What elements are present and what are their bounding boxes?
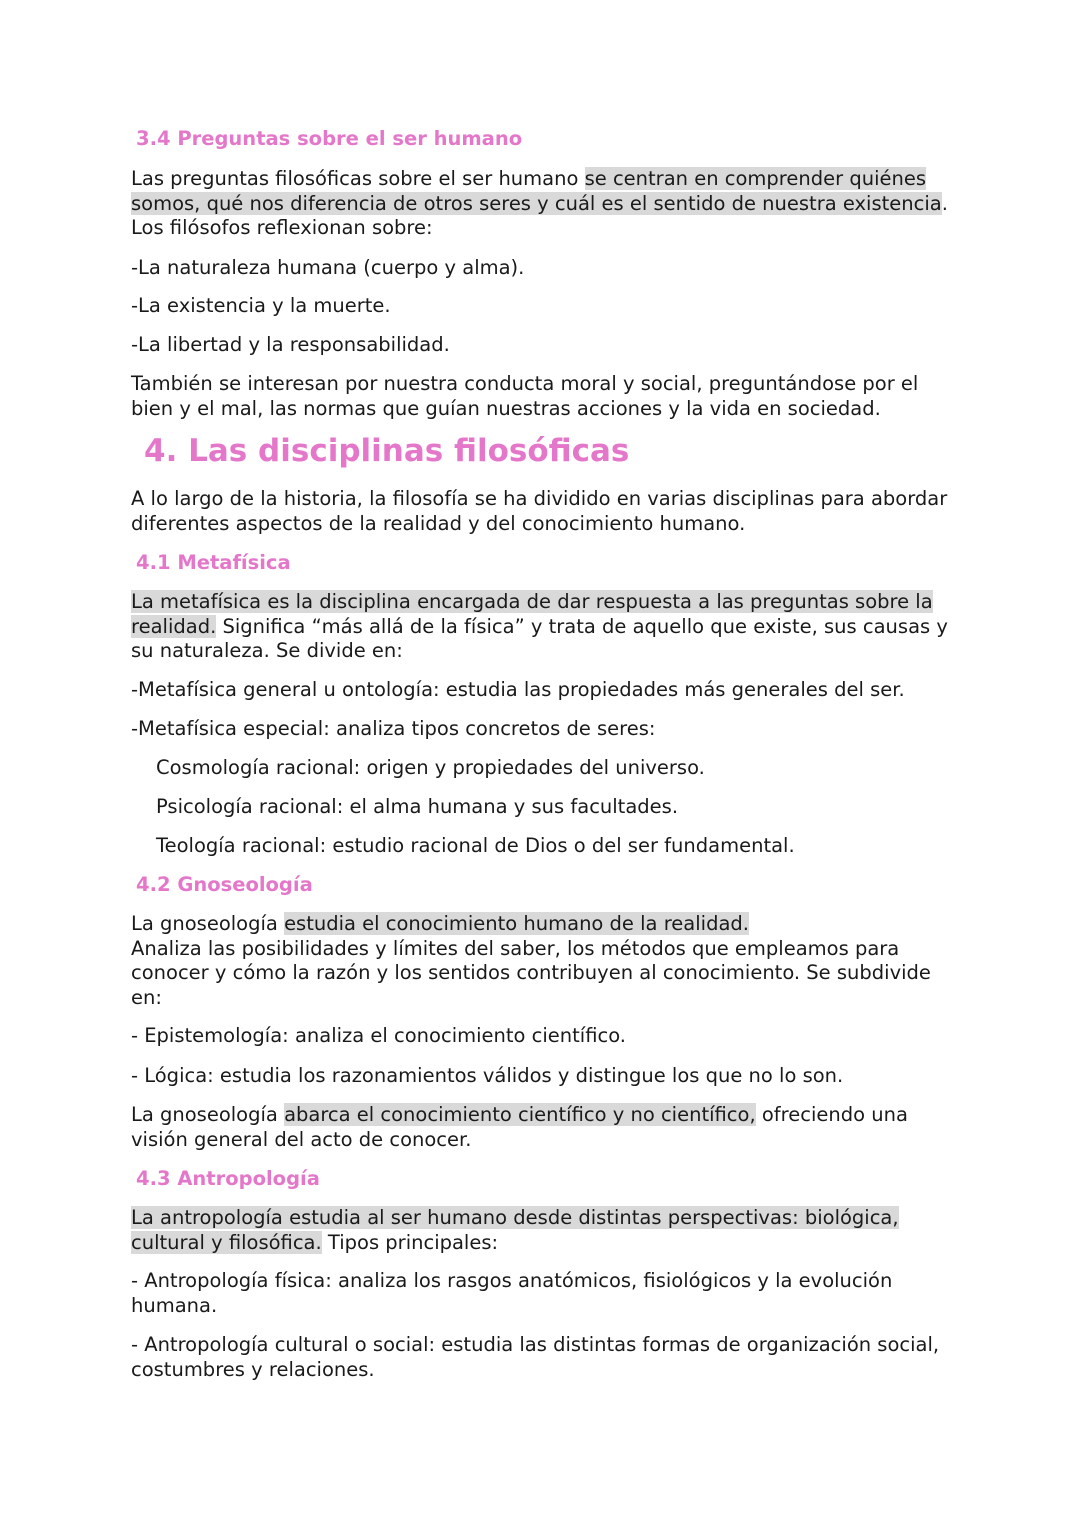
s4-intro: A lo largo de la historia, la filosofía se ha dividido en varias disciplinas para abordar diferentes aspectos de la realidad y del conocimiento humano.	[131, 487, 948, 535]
s42-p2-text: La gnoseología	[131, 1103, 285, 1126]
s41-list-item: -Metafísica general u ontología: estudia las propiedades más generales del ser.	[131, 678, 905, 701]
s41-sub-item: Cosmología racional: origen y propiedades del universo.	[156, 756, 705, 779]
s41-highlight: La metafísica es la disciplina encargada de dar respuesta a las preguntas sobre la realidad.	[131, 590, 933, 638]
section-4-3-heading: 4.3 Antropología	[136, 1167, 320, 1190]
s42-p2-highlight: abarca el conocimiento científico y no científico,	[284, 1103, 756, 1126]
s34-p1-text: Las preguntas filosóficas sobre el ser humano	[131, 167, 585, 190]
s42-paragraph-1	[131, 912, 961, 1010]
section-4-2-heading: 4.2 Gnoseología	[136, 873, 313, 896]
section-4-heading: 4. Las disciplinas filosóficas	[144, 433, 630, 469]
s41-list-item: -Metafísica especial: analiza tipos concretos de seres:	[131, 717, 656, 740]
s42-p1-highlight: estudia el conocimiento humano de la realidad.	[284, 912, 749, 935]
s34-list-item: -La naturaleza humana (cuerpo y alma).	[131, 256, 525, 279]
s43-list-item: - Antropología cultural o social: estudia las distintas formas de organización social, costumbres y relaciones.	[131, 1333, 940, 1381]
s41-sub-item: Teología racional: estudio racional de Dios o del ser fundamental.	[156, 834, 795, 857]
s43-highlight: La antropología estudia al ser humano desde distintas perspectivas: biológica, cultural y filosófica.	[131, 1206, 899, 1254]
s42-paragraph-2	[131, 1103, 961, 1152]
s42-p1-rest: Analiza las posibilidades y límites del saber, los métodos que empleamos para conocer y cómo la razón y los sentidos contribuyen al conocimiento. Se subdivide en:	[131, 936, 931, 1009]
s42-list-item: - Lógica: estudia los razonamientos válidos y distingue los que no lo son.	[131, 1064, 844, 1087]
s41-text: Significa “más allá de la física” y trata de aquello que existe, sus causas y su naturaleza. Se divide en:	[131, 614, 948, 662]
s41-paragraph	[131, 590, 961, 664]
s41-sub-item: Psicología racional: el alma humana y sus facultades.	[156, 795, 679, 818]
s34-p1-lead: Los filósofos reflexionan sobre:	[131, 216, 433, 239]
s42-p1-text: La gnoseología	[131, 912, 285, 935]
s43-text: Tipos principales:	[321, 1230, 499, 1254]
s34-paragraph-1	[131, 167, 961, 241]
s34-paragraph-2: También se interesan por nuestra conducta moral y social, preguntándose por el bien y el mal, las normas que guían nuestras acciones y la vida en sociedad.	[131, 372, 919, 420]
section-3-4-heading: 3.4 Preguntas sobre el ser humano	[136, 127, 523, 150]
s43-paragraph	[131, 1206, 961, 1255]
s34-list-item: -La existencia y la muerte.	[131, 294, 391, 317]
s43-list-item: - Antropología física: analiza los rasgos anatómicos, fisiológicos y la evolución humana.	[131, 1269, 893, 1317]
s42-p2-rest: ofreciendo una visión general del acto de conocer.	[131, 1103, 908, 1151]
s34-p1-period: .	[941, 191, 948, 215]
section-4-1-heading: 4.1 Metafísica	[136, 551, 291, 574]
s34-list-item: -La libertad y la responsabilidad.	[131, 333, 450, 356]
s34-p1-highlight: se centran en comprender quiénes somos, qué nos diferencia de otros seres y cuál es el sentido de nuestra existencia	[131, 167, 942, 215]
s42-list-item: - Epistemología: analiza el conocimiento científico.	[131, 1024, 627, 1047]
